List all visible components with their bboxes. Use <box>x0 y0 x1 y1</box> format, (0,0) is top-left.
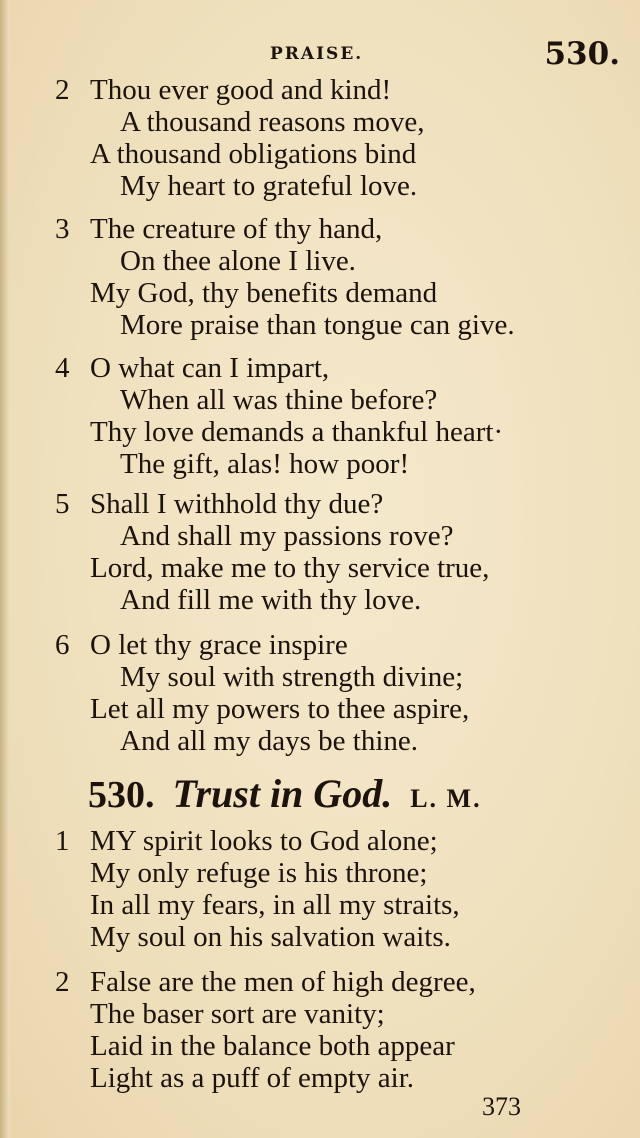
verse-line: MY spirit looks to God alone; <box>90 825 438 857</box>
verse-line: In all my fears, in all my straits, <box>90 889 460 921</box>
verse-line: The creature of thy hand, <box>90 213 383 245</box>
verse-line: False are the men of high degree, <box>90 966 476 998</box>
verse-line: Thy love demands a thankful heart· <box>90 416 504 448</box>
verse-line: And fill me with thy love. <box>120 584 422 616</box>
verse-line: And shall my passions rove? <box>120 520 454 552</box>
stanza-number: 4 <box>55 352 70 384</box>
stanza-number: 6 <box>55 629 70 661</box>
verse-line: Light as a puff of empty air. <box>90 1062 415 1094</box>
verse-line: My God, thy benefits demand <box>90 277 438 309</box>
verse-line: Shall I withhold thy due? <box>90 488 384 520</box>
verse-line: A thousand obligations bind <box>90 138 417 170</box>
verse-line: Laid in the balance both appear <box>90 1030 455 1062</box>
hymn-meter: L. M. <box>410 784 482 813</box>
verse-line: My heart to grateful love. <box>120 170 418 202</box>
verse-line: My soul with strength divine; <box>120 661 464 693</box>
running-head: PRAISE. <box>270 44 364 64</box>
stanza-number: 2 <box>55 74 70 106</box>
stanza-number: 2 <box>55 966 70 998</box>
verse-line: When all was thine before? <box>120 384 438 416</box>
verse-line: O let thy grace inspire <box>90 629 348 661</box>
verse-line: The gift, alas! how poor! <box>120 448 410 480</box>
hymn-number: 530. <box>88 774 155 816</box>
stanza-number: 5 <box>55 488 70 520</box>
page-header <box>0 36 640 76</box>
page-number: 373 <box>482 1092 521 1121</box>
verse-line: O what can I impart, <box>90 352 330 384</box>
verse-line: A thousand reasons move, <box>120 106 425 138</box>
verse-line: The baser sort are vanity; <box>90 998 385 1030</box>
header-hymn-number: 530. <box>544 36 620 72</box>
hymn-title <box>88 770 482 817</box>
verse-line: Lord, make me to thy service true, <box>90 552 490 584</box>
verse-line: My soul on his salvation waits. <box>90 921 451 953</box>
stanza-number: 3 <box>55 213 70 245</box>
verse-line: On thee alone I live. <box>120 245 356 277</box>
hymn-title-text: Trust in God. <box>172 771 393 816</box>
verse-line: And all my days be thine. <box>120 725 419 757</box>
verse-line: Let all my powers to thee aspire, <box>90 693 470 725</box>
stanza-number: 1 <box>55 825 70 857</box>
page-edge <box>0 0 10 1138</box>
verse-line: My only refuge is his throne; <box>90 857 428 889</box>
verse-line: More praise than tongue can give. <box>120 309 515 341</box>
verse-line: Thou ever good and kind! <box>90 74 392 106</box>
